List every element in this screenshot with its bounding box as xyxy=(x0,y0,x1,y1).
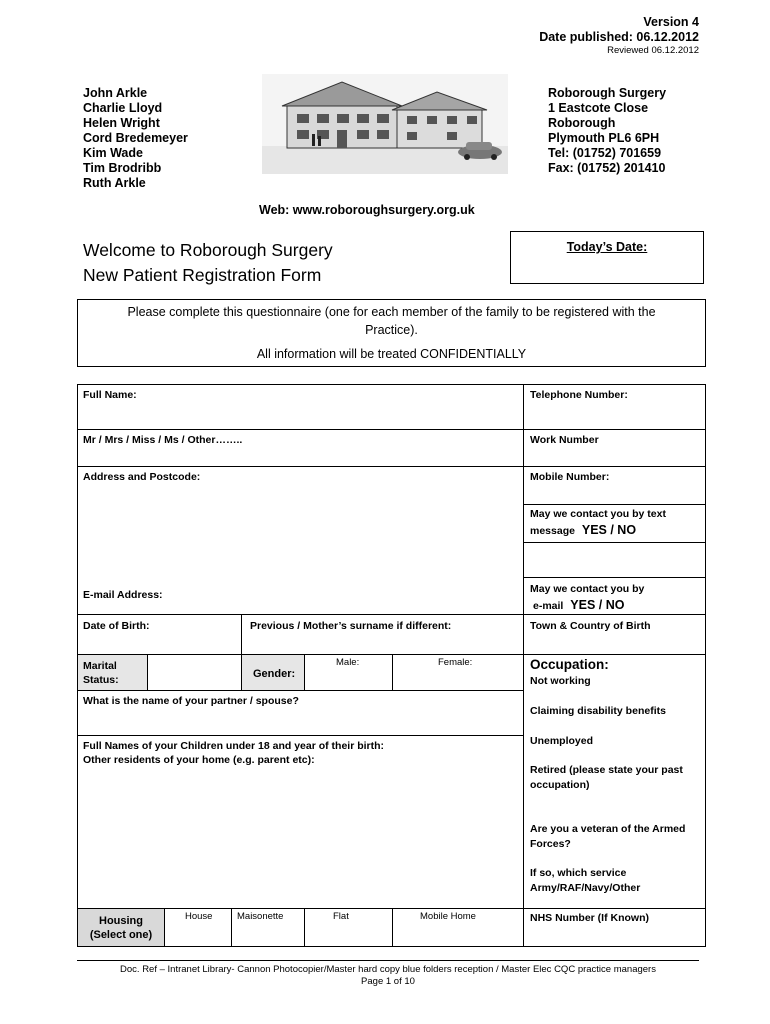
fax-number: Fax: (01752) 201410 xyxy=(548,161,666,175)
email-label: E-mail Address: xyxy=(83,589,163,601)
veteran-line-1: Are you a veteran of the Armed xyxy=(530,823,686,835)
intro-line-2: Practice). xyxy=(365,323,418,337)
work-number-label: Work Number xyxy=(530,434,599,446)
marital-label-line-2: Status: xyxy=(83,674,119,686)
housing-house-option[interactable]: House xyxy=(185,911,213,922)
housing-label xyxy=(78,914,164,942)
full-name-label: Full Name: xyxy=(83,389,137,401)
intro-line-1: Please complete this questionnaire (one for each member of the family to be registered with the xyxy=(127,305,656,319)
partner-label: What is the name of your partner / spouse? xyxy=(83,695,299,707)
footer xyxy=(77,964,699,988)
intro-confidential: All information will be treated CONFIDENTIALLY xyxy=(256,347,527,361)
gender-male-option[interactable]: Male: xyxy=(336,657,360,668)
gender-label: Gender: xyxy=(253,668,296,680)
housing-label-line-2: (Select one) xyxy=(89,929,153,941)
doctor-name: Tim Brodribb xyxy=(83,161,162,175)
occupation-unemployed[interactable]: Unemployed xyxy=(530,735,594,747)
town-country-label: Town & Country of Birth xyxy=(530,620,651,632)
contact-email-question-2 xyxy=(533,598,624,613)
published-date: Date published: 06.12.2012 xyxy=(539,30,699,44)
marital-status-label xyxy=(83,659,119,687)
service-line-1: If so, which service xyxy=(530,867,627,879)
footer-divider xyxy=(77,960,699,961)
marital-label-line-1: Marital xyxy=(83,660,117,672)
footer-doc-ref: Doc. Ref – Intranet Library- Cannon Photocopier/Master hard copy blue folders reception / Master Elec CQC practice managers xyxy=(120,964,656,975)
veteran-line-2: Forces? xyxy=(530,838,571,850)
doctor-name: Cord Bredemeyer xyxy=(83,131,188,145)
dob-label: Date of Birth: xyxy=(83,620,150,632)
contact-text-question: May we contact you by text xyxy=(530,508,666,520)
gender-female-option[interactable]: Female: xyxy=(438,657,473,668)
address-line: Roborough Surgery xyxy=(548,86,667,100)
telephone-label: Telephone Number: xyxy=(530,389,628,401)
phone-number: Tel: (01752) 701659 xyxy=(548,146,662,160)
doctor-list xyxy=(83,86,188,191)
veteran-question xyxy=(530,822,685,852)
surgery-address xyxy=(548,86,666,176)
address-line: 1 Eastcote Close xyxy=(548,101,649,115)
doctor-name: Helen Wright xyxy=(83,116,160,130)
service-question xyxy=(530,866,640,896)
doctor-name: Charlie Lloyd xyxy=(83,101,163,115)
occupation-not-working[interactable]: Not working xyxy=(530,675,591,687)
children-label: Full Names of your Children under 18 and year of their birth: xyxy=(83,740,385,752)
reviewed-date: Reviewed 06.12.2012 xyxy=(607,45,699,56)
housing-flat-option[interactable]: Flat xyxy=(333,911,349,922)
contact-text-message-label: message xyxy=(530,525,575,537)
contact-email-label: e-mail xyxy=(533,600,564,612)
housing-label-line-1: Housing xyxy=(99,915,143,927)
doctor-name: Ruth Arkle xyxy=(83,176,146,190)
address-label: Address and Postcode: xyxy=(83,471,201,483)
version-label: Version 4 xyxy=(643,15,699,29)
page-title xyxy=(83,238,333,288)
address-line: Plymouth PL6 6PH xyxy=(548,131,660,145)
intro-box xyxy=(77,299,706,367)
contact-email-yes-no[interactable]: YES / NO xyxy=(570,598,625,612)
housing-maisonette-option[interactable]: Maisonette xyxy=(237,911,284,922)
contact-text-yes-no[interactable]: YES / NO xyxy=(581,523,637,537)
occupation-disability[interactable]: Claiming disability benefits xyxy=(530,705,666,717)
todays-date-label: Today’s Date: xyxy=(566,240,648,254)
title-options-label: Mr / Mrs / Miss / Ms / Other…….. xyxy=(83,434,243,446)
housing-mobile-home-option[interactable]: Mobile Home xyxy=(420,911,476,922)
contact-email-question: May we contact you by xyxy=(530,583,645,595)
contact-text-question-2 xyxy=(530,523,636,538)
other-residents-label: Other residents of your home (e.g. parent etc): xyxy=(83,754,315,766)
surgery-building-image xyxy=(262,74,508,174)
page-number: Page 1 of 10 xyxy=(361,976,415,987)
occupation-retired[interactable] xyxy=(530,763,683,793)
website-link[interactable]: Web: www.roboroughsurgery.org.uk xyxy=(259,203,475,217)
previous-surname-label: Previous / Mother’s surname if different: xyxy=(250,620,452,632)
service-line-2: Army/RAF/Navy/Other xyxy=(530,882,641,894)
address-line: Roborough xyxy=(548,116,616,130)
retired-line-2: occupation) xyxy=(530,779,590,791)
nhs-number-label: NHS Number (If Known) xyxy=(530,912,649,924)
retired-line-1: Retired (please state your past xyxy=(530,764,683,776)
doctor-name: Kim Wade xyxy=(83,146,143,160)
mobile-label: Mobile Number: xyxy=(530,471,610,483)
title-line-2: New Patient Registration Form xyxy=(83,265,322,285)
todays-date-box[interactable] xyxy=(510,231,704,284)
doctor-name: John Arkle xyxy=(83,86,148,100)
occupation-label: Occupation: xyxy=(530,657,609,672)
title-line-1: Welcome to Roborough Surgery xyxy=(83,240,333,260)
